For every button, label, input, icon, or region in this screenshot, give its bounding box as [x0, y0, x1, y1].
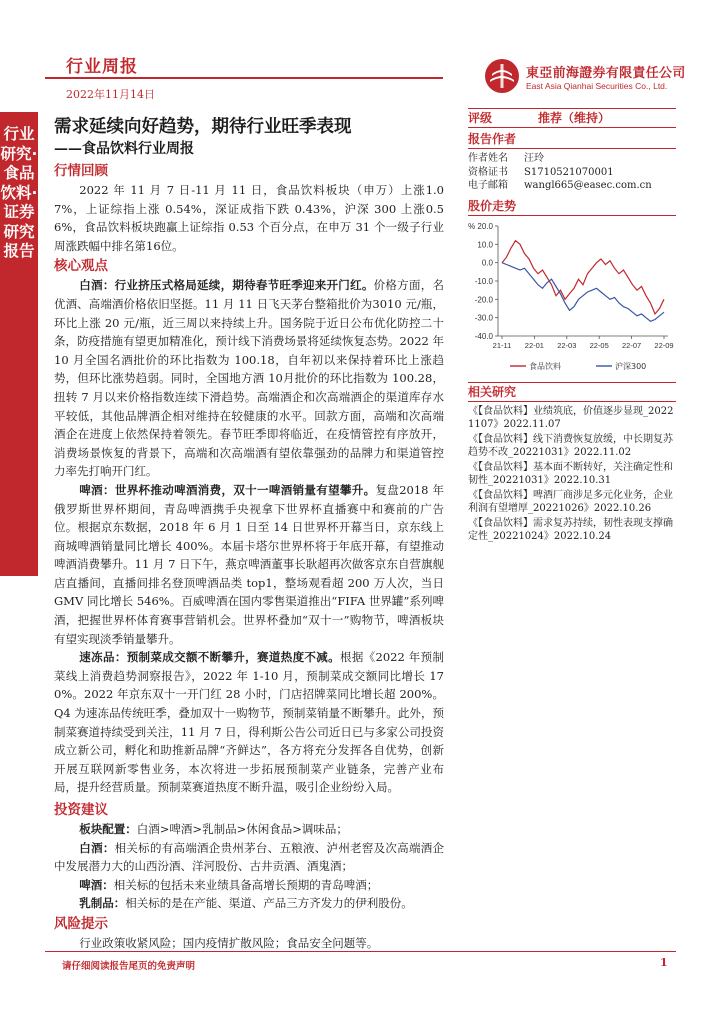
y-tick-label: 10.0	[477, 239, 493, 249]
x-tick-label: 22-07	[622, 340, 642, 350]
company-logo-icon	[484, 58, 520, 94]
investment-item	[54, 876, 444, 895]
report-date: 2022年11月14日	[66, 88, 155, 101]
author-value: S1710521070001	[524, 166, 614, 178]
investment-lead: 板块配置：	[79, 822, 137, 836]
author-heading-bar	[468, 130, 676, 149]
author-key: 资格证书	[468, 166, 508, 178]
stock-performance-chart	[468, 218, 676, 376]
disclaimer-link[interactable]: 请仔细阅读报告尾页的免责声明	[62, 961, 196, 972]
y-tick-label: -30.0	[474, 313, 493, 323]
side-banner-text: 行业研究·食品饮料·证券研究报告	[0, 125, 38, 260]
core-view-lead: 速冻品：预制菜成交额不断攀升，赛道热度不减。	[79, 650, 340, 665]
risk-text: 行业政策收紧风险；国内疫情扩散风险；食品安全问题等。	[79, 935, 379, 950]
chart-heading: 股价走势	[468, 198, 517, 213]
core-view-text: 复盘2018 年俄罗斯世界杯期间，青岛啤酒携手央视拿下世界杯直播赛中和赛前的广告位。根据京东数据，2018 年 6 月 1 日至 14 日世界杯开幕当日，京东线上商城啤酒销量同比增长 400%。本届卡塔尔世界杯将于年底开幕，有望推动啤酒消费攀升。11 月 7 日下午，燕京啤酒董事长耿超再次做客京东自营旗舰店直播间，直播间排名登顶啤酒品类 top1，整场观看超 200 万人次，当日 GMV 同比增长 546%。百威啤酒在国内零售渠道推出“FIFA 世界罐”系列啤酒，把握世界杯体育赛事营销机会。世界杯叠加“双十一”购物节，啤酒板块有望实现淡季销量攀升。	[54, 482, 445, 646]
investment-lead: 白酒：	[79, 840, 115, 855]
investment-text: 相关标的包括未来业绩具备高增长预期的青岛啤酒；	[113, 877, 379, 892]
section-heading-market-review: 行情回顾	[54, 163, 108, 179]
author-row	[468, 179, 676, 193]
y-tick-label: -40.0	[474, 331, 493, 341]
investment-text: 白酒>啤酒>乳制品>休闲食品>调味品；	[136, 822, 348, 836]
section-heading-risk: 风险提示	[54, 915, 108, 932]
series-line	[502, 262, 664, 321]
investment-text: 相关标的有高端酒企贵州茅台、五粮液、泸州老窖及次高端酒企中发展潜力大的山西汾酒、洋河股份、古井贡酒、酒鬼酒；	[54, 840, 445, 874]
author-key: 作者姓名	[468, 153, 508, 164]
rating-label: 评级	[468, 111, 493, 125]
page-number: 1	[660, 956, 668, 969]
company-name-cn: 東亞前海證券有限責任公司	[526, 66, 686, 81]
related-report-link[interactable]: 《【食品饮料】业绩筑底，价值逐步显现_20221107》2022.11.07	[468, 405, 674, 430]
x-tick-label: 22-01	[524, 340, 544, 350]
series-line	[502, 240, 664, 313]
investment-lead: 啤酒：	[79, 877, 114, 892]
author-email-link[interactable]: wangl665@easec.com.cn	[524, 180, 652, 191]
y-tick-label: -10.0	[474, 276, 493, 286]
investment-text: 相关标的是在产能、渠道、产品三方齐发力的伊利股份。	[125, 896, 413, 911]
related-heading: 相关研究	[468, 384, 517, 399]
core-view-paragraph	[54, 481, 444, 648]
author-value: 汪玲	[524, 153, 544, 164]
x-tick-label: 22-09	[654, 340, 674, 350]
core-view-paragraph	[54, 276, 444, 481]
author-row	[468, 152, 676, 166]
report-type-label: 行业周报	[66, 57, 138, 77]
author-key: 电子邮箱	[468, 180, 508, 191]
rating-bar	[468, 108, 676, 128]
core-view-text: 根据《2022 年预制菜线上消费趋势洞察报告》，2022 年 1-10 月，预制菜成交额同比增长 170%。2022 年京东双十一开门红 28 小时，门店招牌菜同比增长超 200%。Q4 为速冻品传统旺季，叠加双十一购物节，预制菜销量不断攀升。此外，预制菜赛道持续受到关注，11 月 7 日，得利斯公告公司近日已与多家公司投资成立新公司，孵化和助推新品牌“齐鲜达”，各方将充分发挥各自优势，创新开展互联网新零售业务，本次将进一步拓展预制菜产业链条，完善产业布局，提升经营质量。预制菜赛道热度不断升温，吸引企业纷纷入局。	[54, 650, 445, 795]
side-info-panel	[468, 108, 676, 545]
x-tick-label: 21-11	[492, 340, 512, 350]
footer-divider	[45, 951, 676, 952]
x-tick-label: 22-05	[589, 340, 609, 350]
author-heading: 报告作者	[468, 132, 517, 146]
x-tick-label: 22-03	[557, 340, 577, 350]
investment-item	[54, 839, 444, 876]
report-title: 需求延续向好趋势，期待行业旺季表现	[54, 117, 352, 137]
chart-heading-bar	[468, 197, 676, 216]
section-heading-core-view: 核心观点	[54, 258, 108, 275]
y-tick-label: % 20.0	[468, 221, 493, 231]
main-content	[54, 162, 444, 953]
related-list	[468, 405, 676, 544]
investment-item	[54, 894, 444, 913]
investment-lead: 乳制品：	[79, 896, 126, 911]
report-subtitle: ——食品饮料行业周报	[54, 141, 194, 157]
related-report-link[interactable]: 《【食品饮料】线下消费恢复放缓，中长期复苏趋势不改_20221031》2022.11.02	[468, 433, 673, 458]
market-review-text: 2022 年 11 月 7 日-11 月 11 日，食品饮料板块（申万）上涨1.07%，上证综指上涨 0.54%，深证成指下跌 0.43%，沪深 300 上涨0.56%，食品饮料板块跑赢上证综指 0.53 个百分点，在申万 31 个一级子行业周涨跌幅中排名第16位。	[54, 183, 444, 253]
related-report-link[interactable]: 《【食品饮料】需求复苏持续，韧性表现支撑确定性_20221024》2022.10.24	[468, 517, 673, 542]
related-report-link[interactable]: 《【食品饮料】啤酒厂商涉足多元化业务，企业利润有望增厚_20221026》2022.10.26	[468, 489, 673, 514]
y-tick-label: 0.0	[481, 258, 493, 268]
section-heading-investment: 投资建议	[54, 802, 108, 818]
company-name-en: East Asia Qianhai Securities Co., Ltd.	[526, 81, 668, 91]
author-row	[468, 166, 676, 180]
core-view-text: 价格方面，名优酒、高端酒价格依旧坚挺。11 月 11 日飞天茅台整箱批价为3010 元/瓶，环比上涨 20 元/瓶，近三周以来持续上升。国务院于近日公布优化防控二十条，防疫措施有望更加精准化，预计线下消费场景将延续恢复态势。2022 年 10 月全国名酒批价的环比指数为 100.18，自年初以来保持着环比上涨趋势，但环比涨势趋弱。同时，全国地方酒 10月批价的环比指数为 100.28，扭转 7 月以来价格指数连续下滑趋势。高端酒企和次高端酒企的渠道库存水平较低，其他品牌酒企相对维持在较健康的水平。回款方面，高端和次高端酒企在进度上依然保持着领先。春节旺季即将临近，在疫情管控有序放开，消费场景恢复的背景下，高端和次高端酒有望依靠强劲的品牌力和渠道管控力率先打响开门红。	[54, 278, 445, 479]
legend-label: 沪深300	[615, 361, 647, 371]
related-heading-bar	[468, 382, 676, 402]
header-divider	[45, 77, 443, 79]
rating-value: 推荐（维持）	[538, 111, 611, 125]
related-report-link[interactable]: 《【食品饮料】基本面不断转好，关注确定性和韧性_20221031》2022.10.31	[468, 461, 673, 486]
core-view-paragraph	[54, 648, 444, 797]
core-view-lead: 白酒：行业挤压式格局延续，期待春节旺季迎来开门红。	[79, 278, 374, 293]
y-tick-label: -20.0	[474, 294, 493, 304]
core-view-lead: 啤酒：世界杯推动啤酒消费，双十一啤酒销量有望攀升。	[79, 482, 376, 497]
legend-label: 食品饮料	[529, 361, 561, 371]
author-info	[468, 152, 676, 193]
investment-item	[54, 820, 444, 839]
